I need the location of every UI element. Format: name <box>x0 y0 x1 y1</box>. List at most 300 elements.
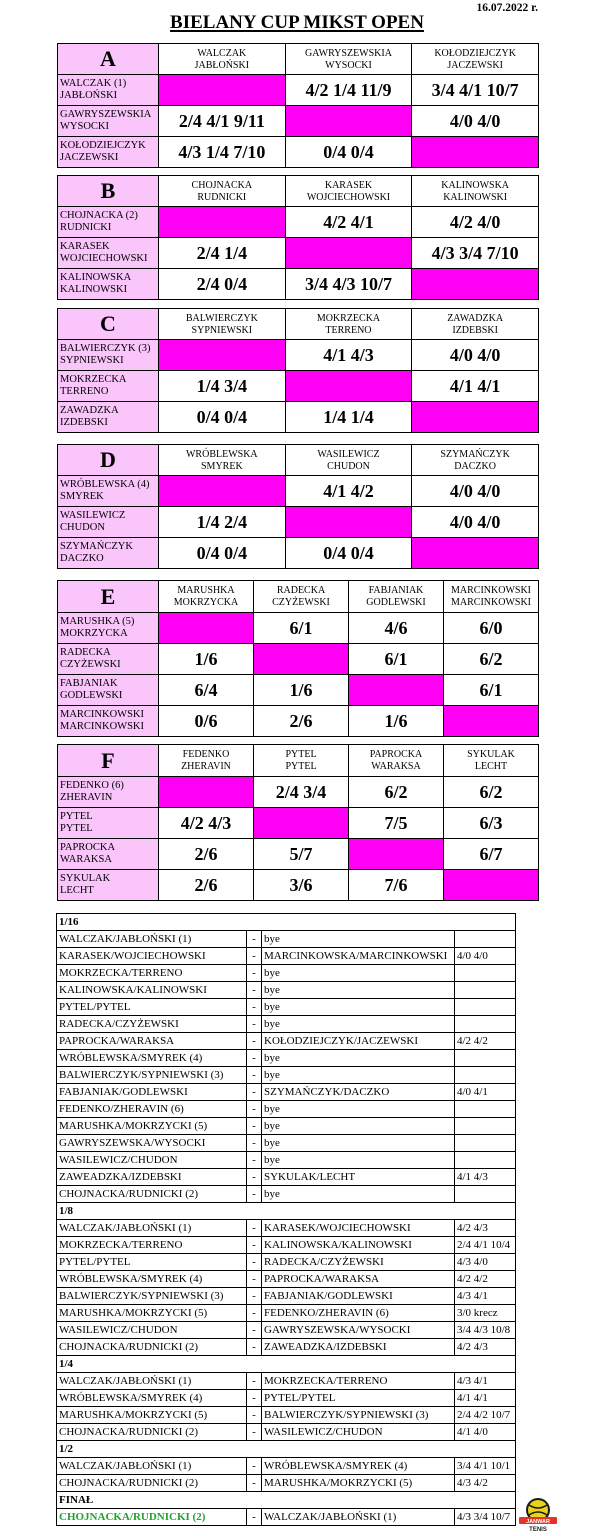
match-result: 4/3 4/1 <box>455 1373 516 1390</box>
group-column-header <box>159 445 286 476</box>
player-name: PYTEL <box>60 823 93 834</box>
player-1: MOKRZECKA/TERRENO <box>57 1237 247 1254</box>
player-name: CHUDON <box>60 522 105 533</box>
player-2: MOKRZECKA/TERRENO <box>262 1373 455 1390</box>
group-column-header <box>285 309 412 340</box>
versus-dash: - <box>247 1220 262 1237</box>
match-score: 0/4 0/4 <box>285 137 412 168</box>
logo-text-bottom: TENIS <box>529 1527 547 1533</box>
player-name: WALCZAK <box>197 47 247 59</box>
player-name: SYPNIEWSKI <box>191 324 253 336</box>
self-match-cell <box>285 106 412 137</box>
match-result <box>455 965 516 982</box>
group-row-header <box>58 402 159 433</box>
player-2: bye <box>262 1135 455 1152</box>
match-result: 2/4 4/2 10/7 <box>455 1407 516 1424</box>
player-name: WARAKSA <box>60 854 112 865</box>
player-1: MARUSHKA/MOKRZYCKI (5) <box>57 1118 247 1135</box>
player-2: bye <box>262 1101 455 1118</box>
player-name: MOKRZECKA <box>60 373 127 385</box>
table-row <box>57 1067 516 1084</box>
match-result: 3/0 krecz <box>455 1305 516 1322</box>
table-row <box>57 999 516 1016</box>
player-name: GODLEWSKI <box>366 597 426 608</box>
match-score: 4/0 4/0 <box>412 106 539 137</box>
player-2: GAWRYSZEWSKA/WYSOCKI <box>262 1322 455 1339</box>
player-1: RADECKA/CZYŻEWSKI <box>57 1016 247 1033</box>
match-result: 4/1 4/1 <box>455 1390 516 1407</box>
match-score: 2/4 4/1 9/11 <box>159 106 286 137</box>
self-match-cell <box>412 269 539 300</box>
group-row-header <box>58 839 159 870</box>
versus-dash: - <box>247 1475 262 1492</box>
versus-dash: - <box>247 965 262 982</box>
player-1: CHOJNACKA/RUDNICKI (2) <box>57 1475 247 1492</box>
group-row-header <box>58 269 159 300</box>
table-row <box>57 1390 516 1407</box>
player-name: TERRENO <box>325 324 372 336</box>
player-2: bye <box>262 1016 455 1033</box>
table-row <box>57 1084 516 1101</box>
player-1: PYTEL/PYTEL <box>57 1254 247 1271</box>
player-name: CHOJNACKA (2) <box>60 209 138 221</box>
match-result: 3/4 4/3 10/8 <box>455 1322 516 1339</box>
player-name: WYSOCKI <box>60 121 109 132</box>
match-result: 4/3 4/2 <box>455 1475 516 1492</box>
self-match-cell <box>412 137 539 168</box>
match-score: 4/1 4/3 <box>285 340 412 371</box>
player-2: SYKULAK/LECHT <box>262 1169 455 1186</box>
versus-dash: - <box>247 1016 262 1033</box>
self-match-cell <box>412 402 539 433</box>
player-1: CHOJNACKA/RUDNICKI (2) <box>57 1186 247 1203</box>
group-column-header <box>444 745 539 777</box>
versus-dash: - <box>247 1339 262 1356</box>
match-result: 4/2 4/3 <box>455 1339 516 1356</box>
player-name: FABJANIAK <box>368 585 424 596</box>
group-c-table <box>57 308 539 433</box>
self-match-cell <box>159 340 286 371</box>
self-match-cell <box>285 507 412 538</box>
player-2: WRÓBLEWSKA/SMYREK (4) <box>262 1458 455 1475</box>
player-name: JABŁOŃSKI <box>194 59 250 71</box>
player-1: WRÓBLEWSKA/SMYREK (4) <box>57 1271 247 1288</box>
round-label: FINAŁ <box>57 1492 516 1509</box>
player-2: FABJANIAK/GODLEWSKI <box>262 1288 455 1305</box>
match-score: 1/4 3/4 <box>159 371 286 402</box>
self-match-cell <box>349 675 444 706</box>
player-name: MARCINKOWSKI <box>60 721 144 732</box>
player-1: WRÓBLEWSKA/SMYREK (4) <box>57 1050 247 1067</box>
player-1: KALINOWSKA/KALINOWSKI <box>57 982 247 999</box>
player-name: TERRENO <box>60 386 109 397</box>
versus-dash: - <box>247 1288 262 1305</box>
round-label: 1/4 <box>57 1356 516 1373</box>
table-row <box>57 1288 516 1305</box>
self-match-cell <box>285 371 412 402</box>
group-column-header <box>159 176 286 207</box>
player-2: bye <box>262 1067 455 1084</box>
player-1: BALWIERCZYK/SYPNIEWSKI (3) <box>57 1067 247 1084</box>
group-row-header <box>58 777 159 808</box>
player-1: FEDENKO/ZHERAVIN (6) <box>57 1101 247 1118</box>
player-name: MARUSHKA (5) <box>60 615 135 627</box>
match-score: 1/4 1/4 <box>285 402 412 433</box>
player-name: LECHT <box>474 761 508 772</box>
match-result <box>455 1152 516 1169</box>
self-match-cell <box>444 870 539 901</box>
self-match-cell <box>254 644 349 675</box>
player-2: bye <box>262 1152 455 1169</box>
player-name: FABJANIAK <box>60 677 118 689</box>
group-row-header <box>58 706 159 737</box>
player-name: PYTEL <box>285 761 317 772</box>
versus-dash: - <box>247 1067 262 1084</box>
player-2: KALINOWSKA/KALINOWSKI <box>262 1237 455 1254</box>
group-column-header <box>349 745 444 777</box>
table-row <box>57 1509 516 1526</box>
logo-text-top: JANWAR <box>526 1519 550 1525</box>
table-row <box>57 982 516 999</box>
match-result <box>455 1135 516 1152</box>
group-e-table <box>57 580 539 737</box>
group-column-header <box>285 44 412 75</box>
player-name: DACZKO <box>454 460 496 472</box>
player-name: WRÓBLEWSKA (4) <box>60 478 150 490</box>
round-label: 1/8 <box>57 1203 516 1220</box>
group-column-header <box>412 309 539 340</box>
player-1: KARASEK/WOJCIECHOWSKI <box>57 948 247 965</box>
player-2: SZYMAŃCZYK/DACZKO <box>262 1084 455 1101</box>
match-score: 6/2 <box>349 777 444 808</box>
player-name: JABŁOŃSKI <box>60 90 118 101</box>
player-2: bye <box>262 931 455 948</box>
versus-dash: - <box>247 1458 262 1475</box>
match-score: 1/6 <box>254 675 349 706</box>
player-name: KALINOWSKI <box>443 191 508 203</box>
self-match-cell <box>159 476 286 507</box>
versus-dash: - <box>247 982 262 999</box>
player-name: IZDEBSKI <box>60 417 108 428</box>
versus-dash: - <box>247 948 262 965</box>
group-column-header <box>285 445 412 476</box>
table-row <box>57 948 516 965</box>
player-1: WALCZAK/JABŁOŃSKI (1) <box>57 931 247 948</box>
match-score: 2/4 1/4 <box>159 238 286 269</box>
player-1: WALCZAK/JABŁOŃSKI (1) <box>57 1373 247 1390</box>
match-result: 4/3 4/1 <box>455 1288 516 1305</box>
table-row <box>57 1016 516 1033</box>
player-name: PYTEL <box>60 810 93 822</box>
match-score: 0/4 0/4 <box>159 402 286 433</box>
group-column-header <box>159 581 254 613</box>
group-row-header <box>58 538 159 569</box>
player-2: RADECKA/CZYŻEWSKI <box>262 1254 455 1271</box>
match-result: 3/4 4/1 10/1 <box>455 1458 516 1475</box>
versus-dash: - <box>247 1322 262 1339</box>
player-2: bye <box>262 1050 455 1067</box>
player-name: CZYŻEWSKI <box>60 659 121 670</box>
player-2: WALCZAK/JABŁOŃSKI (1) <box>262 1509 455 1526</box>
table-row <box>57 1373 516 1390</box>
group-row-header <box>58 808 159 839</box>
group-f-table <box>57 744 539 901</box>
player-name: RUDNICKI <box>60 222 112 233</box>
versus-dash: - <box>247 1271 262 1288</box>
versus-dash: - <box>247 1390 262 1407</box>
player-name: CHOJNACKA <box>191 179 253 191</box>
player-2: FEDENKO/ZHERAVIN (6) <box>262 1305 455 1322</box>
match-result <box>455 1186 516 1203</box>
match-score: 6/4 <box>159 675 254 706</box>
player-name: DACZKO <box>60 553 104 564</box>
janwar-tenis-logo <box>518 1497 558 1533</box>
match-score: 4/2 1/4 11/9 <box>285 75 412 106</box>
player-2: bye <box>262 1118 455 1135</box>
self-match-cell <box>349 839 444 870</box>
player-name: WYSOCKI <box>325 59 372 71</box>
match-result <box>455 999 516 1016</box>
player-name: KOŁODZIEJCZYK <box>434 47 516 59</box>
player-1: MARUSHKA/MOKRZYCKI (5) <box>57 1407 247 1424</box>
player-name: KOŁODZIEJCZYK <box>60 139 146 151</box>
table-row <box>57 1237 516 1254</box>
match-score: 2/4 3/4 <box>254 777 349 808</box>
group-row-header <box>58 207 159 238</box>
self-match-cell <box>159 777 254 808</box>
player-name: FEDENKO <box>182 749 230 760</box>
match-result <box>455 1067 516 1084</box>
player-2: PYTEL/PYTEL <box>262 1390 455 1407</box>
player-1: ZAWEADZKA/IZDEBSKI <box>57 1169 247 1186</box>
group-letter: E <box>58 581 159 613</box>
group-row-header <box>58 137 159 168</box>
player-name: SMYREK <box>200 460 243 472</box>
match-result <box>455 1118 516 1135</box>
match-score: 0/4 0/4 <box>159 538 286 569</box>
player-2: bye <box>262 1186 455 1203</box>
player-2: MARCINKOWSKA/MARCINKOWSKI <box>262 948 455 965</box>
table-row <box>57 1305 516 1322</box>
versus-dash: - <box>247 1305 262 1322</box>
match-score: 4/0 4/0 <box>412 340 539 371</box>
player-1: GAWRYSZEWSKA/WYSOCKI <box>57 1135 247 1152</box>
group-letter: F <box>58 745 159 777</box>
versus-dash: - <box>247 1118 262 1135</box>
player-name: ZHERAVIN <box>60 792 113 803</box>
match-score: 6/1 <box>349 644 444 675</box>
player-1: WASILEWICZ/CHUDON <box>57 1152 247 1169</box>
group-column-header <box>285 176 412 207</box>
player-name: ZAWADZKA <box>60 404 119 416</box>
match-score: 4/3 3/4 7/10 <box>412 238 539 269</box>
group-column-header <box>159 309 286 340</box>
group-row-header <box>58 507 159 538</box>
match-score: 3/4 4/1 10/7 <box>412 75 539 106</box>
player-name: RADECKA <box>276 585 326 596</box>
player-name: GODLEWSKI <box>60 690 123 701</box>
versus-dash: - <box>247 1050 262 1067</box>
match-score: 7/5 <box>349 808 444 839</box>
player-name: BALWIERCZYK <box>185 312 258 324</box>
group-row-header <box>58 675 159 706</box>
match-result <box>455 1050 516 1067</box>
player-name: KALINOWSKA <box>441 179 510 191</box>
versus-dash: - <box>247 1101 262 1118</box>
player-name: WRÓBLEWSKA <box>185 448 258 460</box>
self-match-cell <box>159 75 286 106</box>
player-name: WOJCIECHOWSKI <box>60 253 148 264</box>
player-name: JACZEWSKI <box>60 152 119 163</box>
versus-dash: - <box>247 1254 262 1271</box>
player-1: CHOJNACKA/RUDNICKI (2) <box>57 1509 247 1526</box>
knockout-draw-table <box>56 913 516 1526</box>
group-column-header <box>159 44 286 75</box>
versus-dash: - <box>247 1509 262 1526</box>
table-row <box>57 1186 516 1203</box>
table-row <box>57 1322 516 1339</box>
match-score: 1/6 <box>349 706 444 737</box>
player-name: SYKULAK <box>467 749 515 760</box>
group-letter: C <box>58 309 159 340</box>
player-2: bye <box>262 965 455 982</box>
versus-dash: - <box>247 1373 262 1390</box>
group-a-table <box>57 43 539 168</box>
match-result: 4/2 4/2 <box>455 1033 516 1050</box>
group-column-header <box>254 745 349 777</box>
match-score: 4/1 4/2 <box>285 476 412 507</box>
match-score: 4/0 4/0 <box>412 476 539 507</box>
player-name: SZYMAŃCZYK <box>60 540 133 552</box>
table-row <box>57 931 516 948</box>
match-result <box>455 1016 516 1033</box>
table-row <box>57 965 516 982</box>
match-score: 4/2 4/1 <box>285 207 412 238</box>
table-row <box>57 1339 516 1356</box>
player-name: JACZEWSKI <box>447 59 503 71</box>
player-name: ZAWADZKA <box>447 312 504 324</box>
group-column-header <box>412 44 539 75</box>
match-score: 2/4 0/4 <box>159 269 286 300</box>
table-row <box>57 1458 516 1475</box>
group-b-table <box>57 175 539 300</box>
match-result <box>455 931 516 948</box>
table-row <box>57 1271 516 1288</box>
group-letter: D <box>58 445 159 476</box>
player-name: MARCINKOWSKI <box>451 585 531 596</box>
player-1: WRÓBLEWSKA/SMYREK (4) <box>57 1390 247 1407</box>
self-match-cell <box>159 613 254 644</box>
player-name: IZDEBSKI <box>452 324 498 336</box>
player-1: WALCZAK/JABŁOŃSKI (1) <box>57 1220 247 1237</box>
match-score: 1/4 2/4 <box>159 507 286 538</box>
match-score: 2/6 <box>159 839 254 870</box>
self-match-cell <box>285 238 412 269</box>
self-match-cell <box>444 706 539 737</box>
player-1: MOKRZECKA/TERRENO <box>57 965 247 982</box>
table-row <box>57 1050 516 1067</box>
versus-dash: - <box>247 931 262 948</box>
versus-dash: - <box>247 1186 262 1203</box>
player-name: SZYMAŃCZYK <box>440 448 510 460</box>
player-name: KARASEK <box>324 179 373 191</box>
player-1: BALWIERCZYK/SYPNIEWSKI (3) <box>57 1288 247 1305</box>
table-row <box>57 1152 516 1169</box>
group-column-header <box>412 445 539 476</box>
player-2: KARASEK/WOJCIECHOWSKI <box>262 1220 455 1237</box>
table-row <box>57 1101 516 1118</box>
group-column-header <box>254 581 349 613</box>
player-name: RADECKA <box>60 646 111 658</box>
group-row-header <box>58 870 159 901</box>
player-1: WALCZAK/JABŁOŃSKI (1) <box>57 1458 247 1475</box>
match-score: 4/3 1/4 7/10 <box>159 137 286 168</box>
player-name: MOKRZECKA <box>316 312 381 324</box>
match-result: 4/1 4/3 <box>455 1169 516 1186</box>
match-score: 4/0 4/0 <box>412 507 539 538</box>
table-row <box>57 1424 516 1441</box>
versus-dash: - <box>247 1084 262 1101</box>
table-row <box>57 1135 516 1152</box>
match-score: 2/6 <box>254 706 349 737</box>
group-row-header <box>58 238 159 269</box>
group-row-header <box>58 371 159 402</box>
group-letter: A <box>58 44 159 75</box>
group-column-header <box>349 581 444 613</box>
player-2: BALWIERCZYK/SYPNIEWSKI (3) <box>262 1407 455 1424</box>
match-score: 6/3 <box>444 808 539 839</box>
round-label: 1/16 <box>57 914 516 931</box>
group-d-table <box>57 444 539 569</box>
table-row <box>57 1254 516 1271</box>
group-row-header <box>58 476 159 507</box>
player-name: PAPROCKA <box>60 841 116 853</box>
match-score: 4/2 4/3 <box>159 808 254 839</box>
group-column-header <box>412 176 539 207</box>
match-result <box>455 1101 516 1118</box>
self-match-cell <box>159 207 286 238</box>
player-name: WASILEWICZ <box>317 448 380 460</box>
match-score: 1/6 <box>159 644 254 675</box>
player-name: RUDNICKI <box>197 191 247 203</box>
player-2: bye <box>262 999 455 1016</box>
player-name: MOKRZYCKA <box>173 597 239 608</box>
match-score: 5/7 <box>254 839 349 870</box>
player-1: WASILEWICZ/CHUDON <box>57 1322 247 1339</box>
match-result: 4/2 4/2 <box>455 1271 516 1288</box>
player-name: BALWIERCZYK (3) <box>60 342 151 354</box>
player-name: PYTEL <box>285 749 317 760</box>
player-name: FEDENKO (6) <box>60 779 124 791</box>
versus-dash: - <box>247 999 262 1016</box>
match-score: 6/2 <box>444 644 539 675</box>
player-name: ZHERAVIN <box>181 761 231 772</box>
player-2: KOŁODZIEJCZYK/JACZEWSKI <box>262 1033 455 1050</box>
player-1: CHOJNACKA/RUDNICKI (2) <box>57 1424 247 1441</box>
player-name: CHUDON <box>327 460 370 472</box>
match-score: 0/4 0/4 <box>285 538 412 569</box>
table-row <box>57 1475 516 1492</box>
player-name: MOKRZYCKA <box>60 628 128 639</box>
versus-dash: - <box>247 1424 262 1441</box>
group-row-header <box>58 106 159 137</box>
match-result: 4/3 3/4 10/7 <box>455 1509 516 1526</box>
player-name: CZYŻEWSKI <box>272 597 330 608</box>
player-name: SMYREK <box>60 491 104 502</box>
player-name: SYPNIEWSKI <box>60 355 124 366</box>
group-column-header <box>159 745 254 777</box>
player-name: KARASEK <box>60 240 110 252</box>
